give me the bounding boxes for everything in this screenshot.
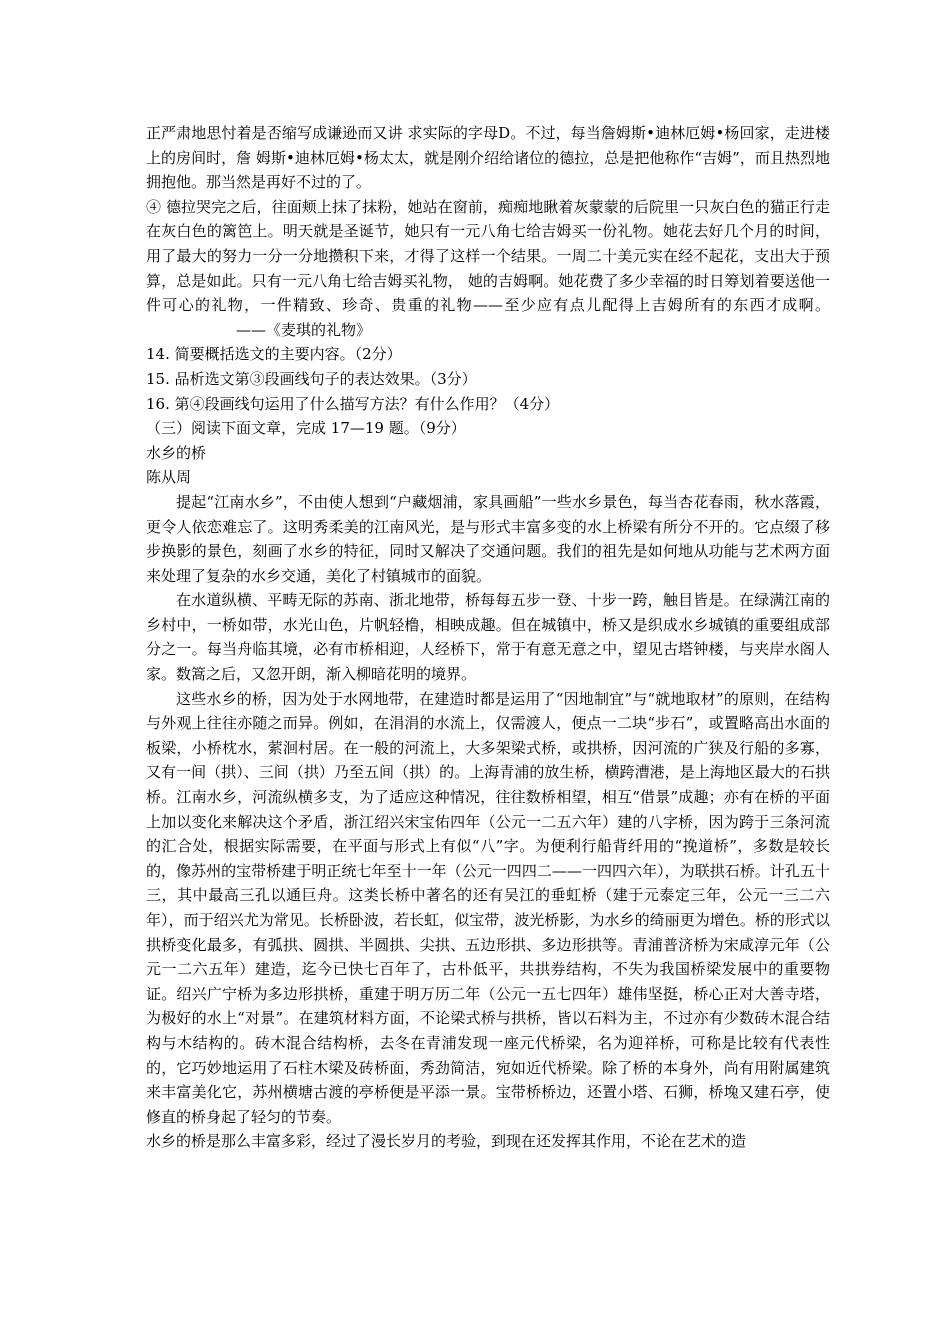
section-3-heading: （三）阅读下面文章，完成 17—19 题。（9分）: [146, 419, 466, 438]
article-author: 陈从周: [146, 468, 192, 487]
article-paragraph-2: 在水道纵横、平畴无际的苏南、浙北地带，桥每每五步一登、十步一跨，触目皆是。在绿满江南的乡村中，一桥如带，水光山色，片帆轻橹，相映成趣。但在城镇中，桥又是织成水乡城镇的重要组成部分之一。每当舟临其境，必有市桥相迎，人经桥下，常于有意无意之中，望见古塔钟楼，与夹岸水阁人家。数篙之后，又忽开朗，渐入柳暗花明的境界。: [146, 591, 830, 684]
question-16: 16. 第④段画线句运用了什么描写方法？有什么作用？（4分）: [146, 394, 560, 413]
question-14: 14. 简要概括选文的主要内容。（2分）: [146, 345, 402, 364]
source-citation: ——《麦琪的礼物》: [236, 320, 372, 339]
article-paragraph-3: 这些水乡的桥，因为处于水网地带，在建造时都是运用了“因地制宜”与“就地取材”的原则，在结构与外观上往往亦随之而异。例如，在涓涓的水流上，仅需渡人，便点一二块“步石”，或置略高出水面的板梁，小桥枕水，萦洄村居。在一般的河流上，大多架梁式桥，或拱桥，因河流的广狭及行船的多寡，又有一间（拱）、三间（拱）乃至五间（拱）的。上海青浦的放生桥，横跨漕港，是上海地区最大的石拱桥。江南水乡，河流纵横多支，为了适应这种情况，往往数桥相望，相互“借景”成趣；亦有在桥的平面上加以变化来解决这个矛盾，浙江绍兴宋宝佑四年（公元一二五六年）建的八字桥，因为跨于三条河流的汇合处，根据实际需要，在平面与形式上有似“八”字。为便利行船背纤用的“挽道桥”，多数是较长的，像苏州的宝带桥建于明正统七年至十一年（公元一四四二——一四四六年），为联拱石桥。计孔五十三，其中最高三孔以通巨舟。这类长桥中著名的还有吴江的垂虹桥（建于元泰定三年，公元一三二六年），而于绍兴尤为常见。长桥卧波，若长虹，似宝带，波光桥影，为水乡的绮丽更为增色。桥的形式以拱桥变化最多，有弧拱、圆拱、半圆拱、尖拱、五边形拱、多边形拱等。青浦普济桥为宋咸淳元年（公元一二六五年）建造，迄今已快七百年了，古朴低平，共拱券结构，不失为我国桥梁发展中的重要物证。绍兴广宁桥为多边形拱桥，重建于明万历二年（公元一五七四年）雄伟坚挺，桥心正对大善寺塔，为极好的水上“对景”。在建筑材料方面，不论梁式桥与拱桥，皆以石料为主，不过亦有少数砖木混合结构与木结构的。砖木混合结构桥，去冬在青浦发现一座元代桥梁，名为迎祥桥，可称是比较有代表性的，它巧妙地运用了石柱木梁及砖桥面，秀劲简洁，宛如近代桥梁。除了桥的本身外，尚有用附属建筑来丰富美化它，苏州横塘古渡的亭桥便是平添一景。宝带桥桥边，还置小塔、石狮，桥堍又建石亭，使修直的桥身起了轻匀的节奏。: [146, 689, 830, 1126]
paragraph-3-continuation: 正严肃地思忖着是否缩写成谦逊而又讲 求实际的字母D。不过，每当詹姆斯•迪林厄姆•杨回家，走进楼上的房间时，詹 姆斯•迪林厄姆•杨太太，就是刚介绍给诸位的德拉，总是把他称作“吉姆”，而且热烈地拥抱他。那当然是再好不过的了。: [146, 124, 830, 192]
article-paragraph-1: 提起“江南水乡”，不由使人想到“户藏烟浦，家具画船”一些水乡景色，每当杏花春雨，秋水落霞，更令人依恋难忘了。这明秀柔美的江南风光，是与形式丰富多变的水上桥梁有所分不开的。它点缀了移步换影的景色，刻画了水乡的特征，同时又解决了交通问题。我们的祖先是如何地从功能与艺术两方面来处理了复杂的水乡交通，美化了村镇城市的面貌。: [146, 492, 830, 585]
question-15: 15. 品析选文第③段画线句子的表达效果。（3分）: [146, 369, 477, 388]
paragraph-4: [146, 195, 830, 343]
paragraph-4-text: ④ 德拉哭完之后，往面颊上抹了抹粉，她站在窗前，痴痴地瞅着灰蒙蒙的后院里一只灰白色的猫正行走在灰白色的篱笆上。明天就是圣诞节，她只有一元八角七给吉姆买一份礼物。她花去好几个月的时间，用了最大的努力一分一分地攒积下来，才得了这样一个结果。一周二十美元实在经不起花，支出大于预算，总是如此。只有一元八角七给吉姆买礼物， 她的吉姆啊。她花费了多少幸福的时日筹划着要送他一件可心的礼物，一件精致、珍奇、贵重的礼物——至少应有点儿配得上吉姆所有的东西才成啊。: [146, 197, 830, 315]
document-page: [146, 121, 830, 1154]
article-paragraph-4: 水乡的桥是那么丰富多彩，经过了漫长岁月的考验，到现在还发挥其作用，不论在艺术的造: [146, 1132, 747, 1151]
article-title: 水乡的桥: [146, 443, 207, 462]
